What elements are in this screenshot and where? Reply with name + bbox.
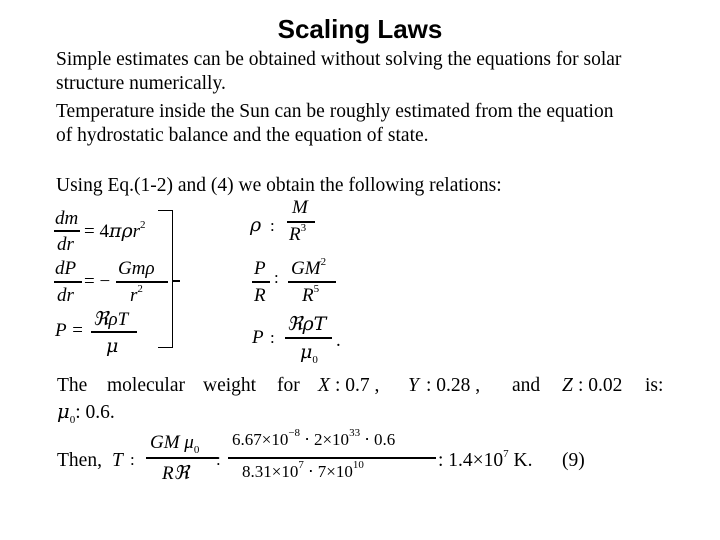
fraction-bar [252,281,270,283]
t-colon: : [130,450,135,469]
result-value: : $1.4\times 10^7$ K. [438,448,533,471]
r1-numerator: M [292,197,308,218]
paragraph-line: of hydrostatic balance and the equation of state. [56,125,429,146]
value-x: : 0.7 , [335,375,380,396]
r1-lhs: ρ [250,214,262,236]
fraction-bar [91,331,137,333]
r2-left-denominator: R [254,285,266,306]
eq1-rhs: = 4πρr$^2$ [84,219,146,242]
fraction-bar [54,230,80,232]
then-label: Then, [57,450,102,471]
fraction-bar [285,337,332,339]
word-and: and [512,375,541,396]
eq3-lhs: P = [55,320,84,341]
f1-denominator: Rℜ [162,463,190,484]
f2-numerator: $6.67\times 10^{-8} \cdot 2\times 10^{33} \cdot 0.6$ [232,427,396,449]
r3-colon: : [270,328,275,347]
eq2-rhs-numerator: Gmρ [118,258,155,279]
r1-colon: : [270,216,275,235]
slide-title: Scaling Laws [277,14,443,44]
eq3-numerator: ℜρT [93,309,129,330]
r3-denominator: $\mu_0$ [300,341,318,366]
t-symbol: T [112,450,123,471]
paragraph-line: Using Eq.(1-2) and (4) we obtain the following relations: [56,175,502,196]
word: The [57,375,88,396]
eq2-equals: = − [84,271,111,292]
eq1-denominator: dr [57,234,74,255]
word: for [277,375,300,396]
r2-denominator: $R^5$ [302,283,320,306]
eq2-rhs-denominator: $r^2$ [130,283,143,306]
fraction-bar [54,281,82,283]
bracket-tick [172,280,180,282]
symbol-x: X [318,375,330,396]
r2-numerator: $GM^2$ [291,256,327,279]
r2-colon: : [274,268,279,287]
r2-left-numerator: P [254,258,266,279]
r3-numerator: ℜρT [287,313,327,335]
symbol-z: Z [562,375,573,396]
fraction-bar [146,457,218,459]
paragraph-line: Simple estimates can be obtained without solving the equations for solar [56,49,622,70]
value-z: : 0.02 [578,375,623,396]
f2-denominator: $8.31\times 10^7 \cdot 7\times 10^{10}$ [242,459,364,481]
equation-number: (9) [562,450,585,471]
word: molecular [107,375,185,396]
f1-numerator: GM $\mu_0$ [150,432,200,456]
fraction-bar [288,281,336,283]
eq1-numerator: dm [55,208,79,229]
r3-lhs: P [252,327,264,348]
eq2-denominator: dr [57,285,74,306]
symbol-y: Y [408,375,419,396]
f1-colon: : [216,450,221,469]
fraction-bar [228,457,436,459]
eq3-denominator: μ [106,335,119,357]
r1-denominator: $R^3$ [289,222,307,245]
paragraph-line: Temperature inside the Sun can be roughly estimated from the equation [56,101,614,122]
r3-period: . [336,330,341,351]
paragraph-line: structure numerically. [56,73,226,94]
value-y: : 0.28 , [426,375,481,396]
equation-bracket [158,210,173,348]
mu-value: $\mu_0$: 0.6. [57,400,115,426]
eq2-numerator: dP [55,258,77,279]
word: weight [203,375,257,396]
word-is: is: [645,375,664,396]
